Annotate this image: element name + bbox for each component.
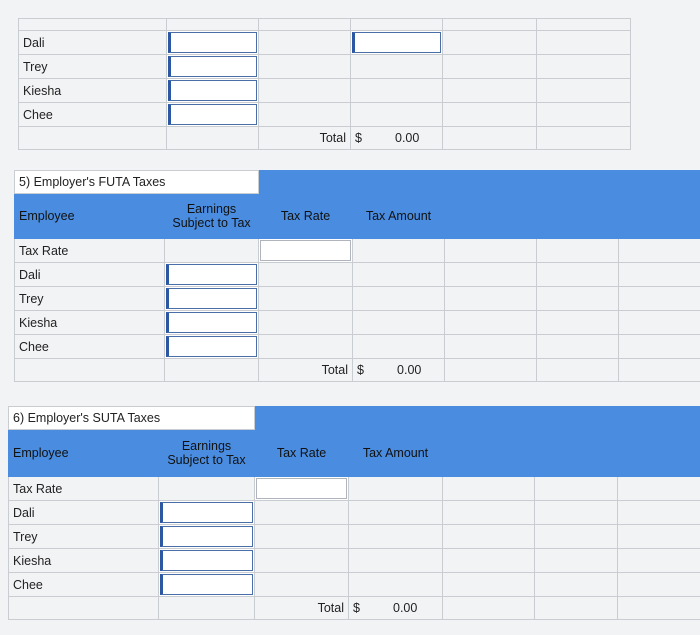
futa-row-dali: Dali (15, 263, 165, 287)
suta-earnings-input-trey[interactable] (159, 525, 255, 549)
futa-row-tax-rate: Tax Rate (15, 239, 165, 263)
futa-total-value: 0.00 (397, 363, 422, 377)
suta-col-earnings: Earnings Subject to Tax (159, 430, 255, 477)
futa-col-employee: Employee (15, 194, 165, 239)
employee-name-kiesha: Kiesha (19, 79, 167, 103)
suta-total-amount (349, 597, 443, 620)
total-value: 0.00 (395, 131, 420, 145)
futa-total-label: Total (259, 359, 353, 382)
suta-title: 6) Employer's SUTA Taxes (9, 407, 255, 430)
earnings-input-dali[interactable] (167, 31, 259, 55)
suta-col-amount: Tax Amount (349, 430, 443, 477)
futa-row-kiesha: Kiesha (15, 311, 165, 335)
total-amount (351, 127, 443, 150)
suta-earnings-input-chee[interactable] (159, 573, 255, 597)
futa-total-amount (353, 359, 445, 382)
futa-earnings-input-dali[interactable] (165, 263, 259, 287)
suta-row-dali: Dali (9, 501, 159, 525)
futa-title: 5) Employer's FUTA Taxes (15, 171, 259, 194)
suta-row-chee: Chee (9, 573, 159, 597)
suta-tax-rate-input[interactable] (255, 477, 349, 501)
employee-name-chee: Chee (19, 103, 167, 127)
futa-table (14, 170, 700, 382)
suta-earnings-input-kiesha[interactable] (159, 549, 255, 573)
futa-earnings-input-chee[interactable] (165, 335, 259, 359)
employee-name-trey: Trey (19, 55, 167, 79)
suta-currency-symbol: $ (353, 601, 360, 615)
futa-row-chee: Chee (15, 335, 165, 359)
employee-name-dali: Dali (19, 31, 167, 55)
futa-col-earnings: Earnings Subject to Tax (165, 194, 259, 239)
earnings-input-trey[interactable] (167, 55, 259, 79)
futa-col-rate: Tax Rate (259, 194, 353, 239)
futa-tax-rate-input[interactable] (259, 239, 353, 263)
previous-tax-table (18, 18, 631, 150)
total-label: Total (259, 127, 351, 150)
suta-row-trey: Trey (9, 525, 159, 549)
partial-header-row (19, 19, 167, 31)
suta-row-tax-rate: Tax Rate (9, 477, 159, 501)
suta-row-kiesha: Kiesha (9, 549, 159, 573)
futa-col-amount: Tax Amount (353, 194, 445, 239)
earnings-input-kiesha[interactable] (167, 79, 259, 103)
suta-total-label: Total (255, 597, 349, 620)
currency-symbol: $ (355, 131, 362, 145)
suta-earnings-input-dali[interactable] (159, 501, 255, 525)
suta-col-employee: Employee (9, 430, 159, 477)
futa-currency-symbol: $ (357, 363, 364, 377)
suta-table (8, 406, 700, 620)
futa-row-trey: Trey (15, 287, 165, 311)
suta-total-value: 0.00 (393, 601, 418, 615)
futa-earnings-input-kiesha[interactable] (165, 311, 259, 335)
earnings-input-chee[interactable] (167, 103, 259, 127)
futa-earnings-input-trey[interactable] (165, 287, 259, 311)
suta-col-rate: Tax Rate (255, 430, 349, 477)
amount-input-dali[interactable] (351, 31, 443, 55)
